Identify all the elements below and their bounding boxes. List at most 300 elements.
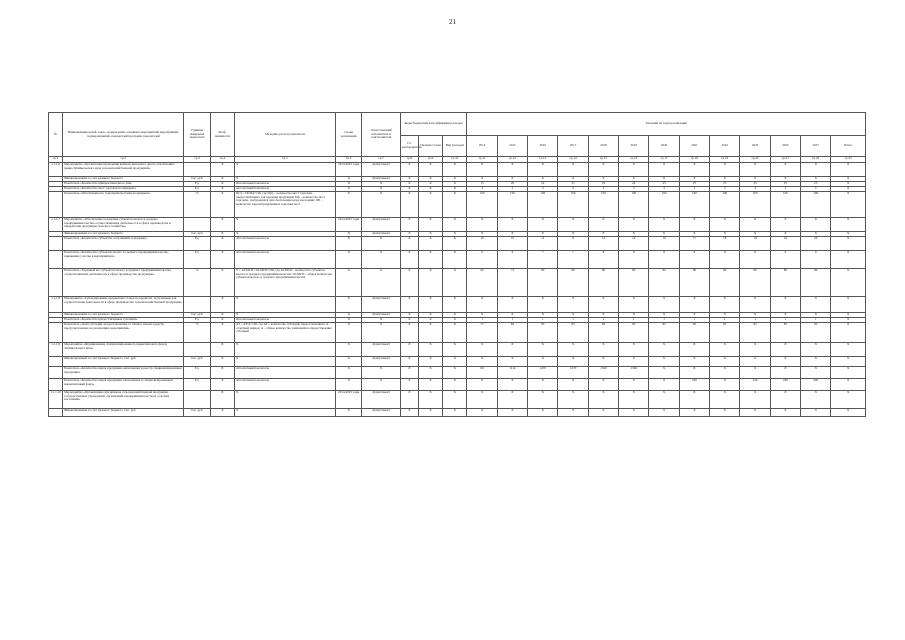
table-cell: 1 xyxy=(679,318,709,323)
table-cell: X xyxy=(831,318,866,323)
table-cell: X xyxy=(467,379,497,391)
table-cell: тыс. руб. xyxy=(184,313,210,318)
table-cell: X xyxy=(210,237,234,251)
table-cell: X xyxy=(801,297,831,313)
table-cell: 100 xyxy=(558,192,588,218)
row-number xyxy=(49,237,63,251)
header-year: 2019 xyxy=(619,136,649,157)
table-cell: X xyxy=(418,409,442,417)
table-cell: 25 xyxy=(770,182,800,187)
row-number xyxy=(49,269,63,297)
column-number: гр.12 xyxy=(497,157,527,163)
table-cell: 21 xyxy=(558,182,588,187)
table-cell: X xyxy=(336,269,362,297)
table-cell: X xyxy=(770,232,800,237)
table-cell: 19 xyxy=(770,237,800,251)
row-name: Показатель «Количество видов продукции, включенных в реестр специализированной продукции» xyxy=(63,367,184,379)
header-year: 2014 xyxy=(467,136,497,157)
table-cell: X xyxy=(210,313,234,318)
table-cell: X xyxy=(710,391,740,409)
table-cell: X xyxy=(234,391,335,409)
table-cell xyxy=(184,297,210,313)
table-cell: 20 xyxy=(497,182,527,187)
table-cell: X xyxy=(418,182,442,187)
table-cell: X xyxy=(528,232,558,237)
table-cell: X xyxy=(418,177,442,182)
table-cell: X xyxy=(336,177,362,182)
table-cell: X xyxy=(558,313,588,318)
table-cell: X xyxy=(336,297,362,313)
table-cell: X xyxy=(770,297,800,313)
table-cell: X xyxy=(443,269,467,297)
table-cell: X xyxy=(362,379,400,391)
table-cell: X xyxy=(400,182,418,187)
table-cell: X xyxy=(210,379,234,391)
table-cell: X xyxy=(649,313,679,318)
table-cell: X xyxy=(649,177,679,182)
table-cell: 3 xyxy=(710,187,740,192)
table-row xyxy=(49,323,866,343)
header-budget-sub: Вид расходов xyxy=(443,136,467,157)
row-name: Финансирование за счет краевого бюджета xyxy=(63,313,184,318)
table-cell: 80 xyxy=(770,269,800,297)
table-cell: X xyxy=(210,343,234,357)
table-row xyxy=(49,251,866,269)
table-cell: 25 xyxy=(679,182,709,187)
table-cell: X xyxy=(619,357,649,367)
table-cell: X xyxy=(336,232,362,237)
row-name: Мероприятие «Организация проведения ярмарок выходного дня по обеспечению рынка Забайкальского края сельскохозяйственной продукцией» xyxy=(63,163,184,177)
table-cell: X xyxy=(336,313,362,318)
table-cell: 2 xyxy=(558,187,588,192)
table-cell: 246 xyxy=(801,379,831,391)
row-name: Показатель «Количество субъектов, получивших поддержку» xyxy=(63,237,184,251)
table-cell: 1 xyxy=(588,318,618,323)
table-cell: X xyxy=(679,343,709,357)
header-coef: Коэф. значимости xyxy=(210,113,234,157)
table-cell: тыс. руб. xyxy=(184,409,210,417)
table-cell: 80 xyxy=(740,269,770,297)
table-cell: 1 xyxy=(497,318,527,323)
table-cell: 80 xyxy=(528,269,558,297)
table-cell xyxy=(184,218,210,232)
header-budget-sub: Гл. распорядитель xyxy=(400,136,418,157)
table-cell: X xyxy=(588,343,618,357)
table-cell: X xyxy=(400,192,418,218)
column-number: гр.18 xyxy=(679,157,709,163)
table-cell: X xyxy=(740,367,770,379)
table-cell: X xyxy=(443,367,467,379)
table-cell: X xyxy=(443,318,467,323)
table-cell: 85 xyxy=(679,323,709,343)
table-cell: X xyxy=(528,297,558,313)
table-cell: 1360 xyxy=(619,367,649,379)
table-cell: X xyxy=(588,313,618,318)
table-cell: 6 xyxy=(497,251,527,269)
table-cell: X xyxy=(497,297,527,313)
table-cell: 77 xyxy=(467,323,497,343)
column-number: гр.5 xyxy=(234,157,335,163)
table-cell: X xyxy=(443,357,467,367)
table-cell: Ед. xyxy=(184,318,210,323)
table-cell: X xyxy=(467,313,497,318)
header-year: 2015 xyxy=(497,136,527,157)
table-cell: 100 xyxy=(801,192,831,218)
row-number xyxy=(49,357,63,367)
table-cell: 85 xyxy=(770,323,800,343)
program-table-container xyxy=(48,112,866,417)
table-cell: 100 xyxy=(467,192,497,218)
table-row xyxy=(49,391,866,409)
table-cell: X xyxy=(831,182,866,187)
table-row xyxy=(49,237,866,251)
row-name: Финансирование за счет краевого бюджета, тыс. руб. xyxy=(63,357,184,367)
table-cell: X xyxy=(558,163,588,177)
table-cell: X xyxy=(710,218,740,232)
table-cell: X xyxy=(679,391,709,409)
table-cell: X xyxy=(362,182,400,187)
column-number: гр.20 xyxy=(740,157,770,163)
table-cell: X xyxy=(710,297,740,313)
table-cell: X xyxy=(400,357,418,367)
table-cell: тыс. руб. xyxy=(184,177,210,182)
table-cell: X xyxy=(400,343,418,357)
table-cell: 80 xyxy=(679,269,709,297)
column-number: гр.10 xyxy=(443,157,467,163)
table-cell: X xyxy=(418,269,442,297)
table-cell: X xyxy=(831,163,866,177)
table-cell: X xyxy=(528,177,558,182)
table-cell: X xyxy=(362,192,400,218)
table-cell: X xyxy=(649,163,679,177)
table-cell: Департамент xyxy=(362,391,400,409)
table-cell: 1 xyxy=(649,318,679,323)
header-budget-codes: Коды бюджетной классификации расходов xyxy=(400,113,467,136)
table-cell: 3 xyxy=(588,187,618,192)
table-cell: X xyxy=(362,237,400,251)
table-cell: % xyxy=(184,323,210,343)
table-cell: X xyxy=(336,237,362,251)
header-row-top xyxy=(49,113,866,136)
header-year: 2016 xyxy=(528,136,558,157)
table-cell: 8 xyxy=(649,251,679,269)
table-cell: 73 xyxy=(497,269,527,297)
table-cell: 100 xyxy=(679,192,709,218)
row-number: 1.1.1.9 xyxy=(49,343,63,357)
table-cell: X xyxy=(400,187,418,192)
table-row xyxy=(49,379,866,391)
table-cell: X xyxy=(210,187,234,192)
table-cell: X xyxy=(336,343,362,357)
table-cell: 1 xyxy=(528,318,558,323)
row-name: Финансирование за счет краевого бюджета, тыс. руб. xyxy=(63,409,184,417)
table-cell: X xyxy=(234,297,335,313)
header-year: 2022 xyxy=(710,136,740,157)
table-cell: Ед. xyxy=(184,237,210,251)
table-cell: 7 xyxy=(558,251,588,269)
table-cell: X xyxy=(400,318,418,323)
table-cell: X xyxy=(443,163,467,177)
table-cell: X xyxy=(418,251,442,269)
table-cell: X xyxy=(770,313,800,318)
table-cell: 3 xyxy=(679,187,709,192)
table-cell: X xyxy=(558,409,588,417)
table-cell: 2 xyxy=(528,187,558,192)
column-number: гр.23 xyxy=(831,157,866,163)
table-cell: Абсолютный показатель xyxy=(234,182,335,187)
table-cell: 85 xyxy=(588,323,618,343)
table-cell: X xyxy=(362,318,400,323)
column-number: гр.6 xyxy=(336,157,362,163)
row-number xyxy=(49,251,63,269)
table-cell: 6 xyxy=(467,251,497,269)
table-cell: X xyxy=(443,343,467,357)
table-cell: X xyxy=(443,237,467,251)
table-cell: X xyxy=(443,187,467,192)
table-cell: 10 xyxy=(497,237,527,251)
table-cell: X xyxy=(558,343,588,357)
table-cell: X xyxy=(831,297,866,313)
header-year: 2027 xyxy=(801,136,831,157)
table-cell: X xyxy=(400,323,418,343)
row-number: 1.1.1.7 xyxy=(49,218,63,232)
table-cell: X xyxy=(418,323,442,343)
table-cell: X xyxy=(400,391,418,409)
table-cell: X xyxy=(400,163,418,177)
table-cell: X xyxy=(362,323,400,343)
table-cell: X xyxy=(679,218,709,232)
table-cell: X xyxy=(710,232,740,237)
table-cell: Ед. xyxy=(184,251,210,269)
table-cell: X xyxy=(210,409,234,417)
table-cell: X xyxy=(418,318,442,323)
table-cell: X xyxy=(710,313,740,318)
row-name: Показатель «Количество мест торговли на ярмарках» xyxy=(63,187,184,192)
table-cell: X xyxy=(831,218,866,232)
table-cell: X xyxy=(831,269,866,297)
table-cell: X xyxy=(418,313,442,318)
table-cell: Абсолютный показатель xyxy=(234,379,335,391)
table-cell: X xyxy=(831,379,866,391)
table-cell: X xyxy=(418,187,442,192)
table-cell: X xyxy=(588,379,618,391)
table-cell: X xyxy=(336,379,362,391)
table-cell: X xyxy=(336,182,362,187)
table-cell: X xyxy=(400,409,418,417)
table-cell: X xyxy=(558,297,588,313)
row-name: Показатель «Количество видов продукции, включенных в специализированный маркетинговый фонд» xyxy=(63,379,184,391)
table-cell: 1 xyxy=(619,318,649,323)
table-cell: 11 xyxy=(528,237,558,251)
table-cell: X xyxy=(649,391,679,409)
table-cell: X xyxy=(443,313,467,318)
table-cell xyxy=(184,343,210,357)
table-cell: X xyxy=(740,343,770,357)
table-cell: X xyxy=(210,297,234,313)
header-name: Наименование целей, задач, подпрограмм, основных мероприятий, мероприятий, подмероприятий, показателей программ, показателей xyxy=(63,113,184,157)
table-cell: X xyxy=(336,187,362,192)
table-cell: X xyxy=(528,379,558,391)
table-cell: Ед. xyxy=(184,367,210,379)
header-executor: Ответственный исполнитель и соисполнители xyxy=(362,113,400,157)
column-number: гр.1 xyxy=(49,157,63,163)
table-cell: X xyxy=(418,192,442,218)
header-unit: Единица измерения показателя xyxy=(184,113,210,157)
table-cell: X xyxy=(418,379,442,391)
table-cell: X xyxy=(558,391,588,409)
table-cell: 24 xyxy=(619,182,649,187)
table-cell: Абсолютный показатель xyxy=(234,251,335,269)
header-no: № xyxy=(49,113,63,157)
table-cell: X xyxy=(740,218,770,232)
header-total: Итого xyxy=(831,136,866,157)
table-cell: 101 xyxy=(467,367,497,379)
table-cell: X xyxy=(497,343,527,357)
row-number xyxy=(49,192,63,218)
table-cell: 19 xyxy=(740,237,770,251)
table-cell: X xyxy=(336,409,362,417)
table-cell: X xyxy=(588,357,618,367)
table-cell: X xyxy=(210,218,234,232)
table-cell: X xyxy=(740,313,770,318)
table-cell: X xyxy=(234,409,335,417)
table-cell: X xyxy=(418,297,442,313)
table-cell: 85 xyxy=(558,323,588,343)
table-cell: X xyxy=(400,251,418,269)
row-name: Мероприятие «Обеспечение поддержки субъектов малого и среднего предпринимательства, осуществляющих деятельность в сфере производства и переработки продукции сельского хозяйства» xyxy=(63,218,184,232)
table-cell: X xyxy=(801,391,831,409)
table-cell: X xyxy=(740,163,770,177)
header-budget-sub: Целевая статья xyxy=(418,136,442,157)
table-cell: X xyxy=(619,391,649,409)
table-cell: X xyxy=(831,323,866,343)
table-cell: X xyxy=(418,391,442,409)
table-cell: X xyxy=(801,357,831,367)
table-cell: Ед. xyxy=(184,187,210,192)
table-cell: X xyxy=(619,218,649,232)
table-cell: X xyxy=(770,409,800,417)
header-term: Сроки реализации xyxy=(336,113,362,157)
column-number: гр.11 xyxy=(467,157,497,163)
table-cell: X xyxy=(649,379,679,391)
table-cell: 25 xyxy=(740,182,770,187)
table-cell: Департамент xyxy=(362,409,400,417)
table-cell: X xyxy=(770,367,800,379)
table-cell: 2014-2025 годы xyxy=(336,391,362,409)
table-cell: X xyxy=(649,357,679,367)
table-cell: 246 xyxy=(679,379,709,391)
table-cell: X xyxy=(801,163,831,177)
table-cell: 17 xyxy=(679,237,709,251)
table-cell: X xyxy=(588,409,618,417)
table-cell: X xyxy=(801,177,831,182)
table-cell: X xyxy=(619,343,649,357)
table-cell: X xyxy=(588,218,618,232)
column-number: гр.19 xyxy=(710,157,740,163)
table-cell: X xyxy=(497,379,527,391)
table-cell: X xyxy=(588,297,618,313)
table-cell: X xyxy=(619,313,649,318)
table-cell: X xyxy=(210,318,234,323)
table-cell: 8 xyxy=(619,251,649,269)
table-cell: 2014-2025 годы xyxy=(336,218,362,232)
table-cell: 80 xyxy=(558,269,588,297)
table-cell: 3 xyxy=(770,187,800,192)
table-cell: X xyxy=(740,409,770,417)
row-name: Показатель «Количество ярмарок выходного дня» xyxy=(63,182,184,187)
table-cell: Ед. xyxy=(184,379,210,391)
table-cell: X xyxy=(443,251,467,269)
table-cell: 12 xyxy=(588,237,618,251)
table-cell: X xyxy=(770,218,800,232)
table-cell: X xyxy=(801,218,831,232)
table-cell: 85 xyxy=(619,323,649,343)
table-cell: Абсолютный показатель xyxy=(234,187,335,192)
table-cell: X xyxy=(443,297,467,313)
table-cell: X xyxy=(831,232,866,237)
table-cell: 8 xyxy=(740,251,770,269)
table-cell: 20 xyxy=(801,237,831,251)
table-cell: X xyxy=(234,163,335,177)
table-cell: X xyxy=(740,391,770,409)
table-cell: % xyxy=(184,192,210,218)
table-cell: X xyxy=(679,232,709,237)
table-cell: X xyxy=(770,343,800,357)
table-cell: X xyxy=(558,218,588,232)
table-cell: X xyxy=(558,232,588,237)
row-number: 1.1.1.6 xyxy=(49,163,63,177)
row-number xyxy=(49,323,63,343)
row-name: Мероприятие «Субсидирование процентных ставок по кредитам, полученным для осуществления деятельности в сфере производства сельскохозяйственной продукции» xyxy=(63,297,184,313)
table-cell: X xyxy=(801,409,831,417)
table-cell: X xyxy=(210,323,234,343)
column-number: гр.15 xyxy=(588,157,618,163)
table-cell: 23 xyxy=(588,182,618,187)
table-cell xyxy=(184,163,210,177)
table-cell: 25 xyxy=(649,182,679,187)
table-cell: X xyxy=(679,313,709,318)
table-cell: 3 xyxy=(649,187,679,192)
table-cell: X xyxy=(528,357,558,367)
table-cell: 80 xyxy=(710,269,740,297)
table-cell: 100 xyxy=(740,192,770,218)
table-cell: X xyxy=(558,357,588,367)
table-cell: X xyxy=(234,218,335,232)
table-cell: X xyxy=(710,357,740,367)
table-cell: X xyxy=(831,357,866,367)
table-cell: X xyxy=(497,177,527,182)
table-cell: X xyxy=(740,357,770,367)
table-row xyxy=(49,163,866,177)
table-cell: Департамент xyxy=(362,163,400,177)
page-number: 21 xyxy=(449,18,456,26)
row-number xyxy=(49,409,63,417)
table-cell: 25 xyxy=(710,182,740,187)
table-cell: X xyxy=(497,163,527,177)
table-cell: X xyxy=(362,187,400,192)
table-cell: X xyxy=(710,409,740,417)
table-cell: X xyxy=(649,343,679,357)
table-cell: X xyxy=(679,409,709,417)
table-cell: X xyxy=(801,343,831,357)
table-cell: X xyxy=(400,313,418,318)
table-cell: X xyxy=(467,343,497,357)
table-cell: X xyxy=(443,323,467,343)
table-cell: X xyxy=(710,163,740,177)
header-year: 2025 xyxy=(740,136,770,157)
table-cell: 85 xyxy=(710,323,740,343)
table-cell: X xyxy=(418,237,442,251)
